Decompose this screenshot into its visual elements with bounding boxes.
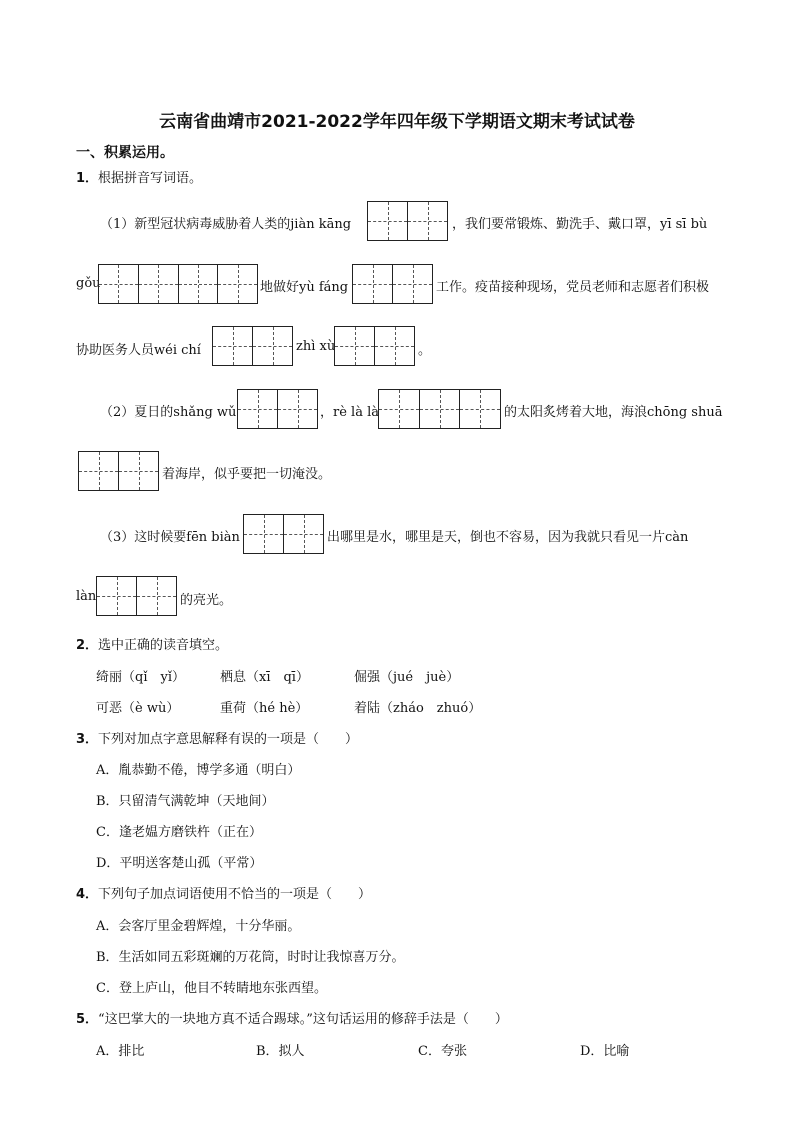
answer-box-zhi-xu[interactable] bbox=[334, 326, 415, 366]
q1-part1-text-a: （1）新型冠状病毒威胁着人类的jiàn kāng bbox=[100, 217, 352, 232]
answer-box-yi-si-bu-gou[interactable] bbox=[98, 264, 258, 304]
question-3 bbox=[76, 728, 358, 747]
q4-option-b[interactable]: B．生活如同五彩斑斓的万花筒，时时让我惊喜万分。 bbox=[96, 950, 405, 965]
question-number: 4． bbox=[76, 887, 99, 902]
q1-part2-text-c: 的太阳炙烤着大地，海浪chōng shuā bbox=[504, 405, 723, 420]
q1-part1-text-e: 工作。疫苗接种现场，党员老师和志愿者们积极 bbox=[436, 280, 710, 295]
character-cell[interactable] bbox=[368, 202, 408, 240]
answer-box-yu-fang[interactable] bbox=[352, 264, 433, 304]
pinyin-choice-qixi[interactable]: 栖息（xī qī） bbox=[220, 670, 309, 685]
pinyin-choice-juejiang[interactable]: 倔强（jué juè） bbox=[354, 670, 460, 685]
character-cell[interactable] bbox=[278, 390, 317, 428]
q1-part3-text-a: （3）这时候要fēn biàn bbox=[100, 530, 240, 545]
pinyin-choice-kewu[interactable]: 可恶（è wù） bbox=[96, 701, 180, 716]
answer-box-chong-shua[interactable] bbox=[78, 451, 159, 491]
character-cell[interactable] bbox=[179, 265, 219, 303]
q1-part1-text-g: zhì xù bbox=[296, 339, 336, 354]
exam-title: 云南省曲靖市2021-2022学年四年级下学期语文期末考试试卷 bbox=[159, 112, 635, 132]
character-cell[interactable] bbox=[218, 265, 257, 303]
character-cell[interactable] bbox=[244, 515, 284, 553]
q1-part1-text-c: gǒu bbox=[76, 276, 101, 291]
question-number: 3． bbox=[76, 732, 99, 747]
pinyin-choice-zhaolu[interactable]: 着陆（zháo zhuó） bbox=[354, 701, 482, 716]
answer-box-fen-bian[interactable] bbox=[243, 514, 324, 554]
question-text: 下列句子加点词语使用不恰当的一项是（ ） bbox=[98, 887, 372, 902]
q3-option-a[interactable]: A．胤恭勤不倦，博学多通（明白） bbox=[96, 763, 301, 778]
answer-box-jian-kang[interactable] bbox=[367, 201, 448, 241]
q5-option-a[interactable]: A．排比 bbox=[96, 1044, 145, 1059]
q5-option-c[interactable]: C．夸张 bbox=[418, 1044, 467, 1059]
q1-part3-text-d: 的亮光。 bbox=[180, 593, 233, 608]
question-4 bbox=[76, 883, 371, 902]
character-cell[interactable] bbox=[253, 327, 292, 365]
q5-option-b[interactable]: B．拟人 bbox=[256, 1044, 305, 1059]
q1-part2-text-d: 着海岸，似乎要把一切淹没。 bbox=[162, 467, 332, 482]
character-cell[interactable] bbox=[375, 327, 414, 365]
q1-part1-text-h: 。 bbox=[418, 343, 432, 358]
q1-part2-text-a: （2）夏日的shǎng wǔ bbox=[100, 405, 237, 420]
question-text: 根据拼音写词语。 bbox=[98, 171, 203, 186]
q5-option-d[interactable]: D．比喻 bbox=[580, 1044, 630, 1059]
question-text: “这巴掌大的一块地方真不适合踢球。”这句话运用的修辞手法是（ ） bbox=[98, 1012, 508, 1027]
q3-option-d[interactable]: D．平明送客楚山孤（平常） bbox=[96, 856, 263, 871]
q3-option-c[interactable]: C．逢老媪方磨铁杵（正在） bbox=[96, 825, 262, 840]
question-2 bbox=[76, 634, 228, 653]
question-1 bbox=[76, 167, 202, 186]
q1-part3-text-c: làn bbox=[76, 589, 97, 604]
q1-part2-text-b: ，rè là là bbox=[320, 405, 379, 420]
character-cell[interactable] bbox=[408, 202, 447, 240]
question-text: 下列对加点字意思解释有误的一项是（ ） bbox=[98, 732, 359, 747]
question-number: 1． bbox=[76, 171, 99, 186]
character-cell[interactable] bbox=[137, 577, 176, 615]
character-cell[interactable] bbox=[99, 265, 139, 303]
character-cell[interactable] bbox=[238, 390, 278, 428]
question-text: 选中正确的读音填空。 bbox=[98, 638, 229, 653]
question-5 bbox=[76, 1008, 508, 1027]
question-number: 5． bbox=[76, 1012, 99, 1027]
character-cell[interactable] bbox=[213, 327, 253, 365]
answer-box-can-lan[interactable] bbox=[96, 576, 177, 616]
character-cell[interactable] bbox=[393, 265, 432, 303]
character-cell[interactable] bbox=[420, 390, 461, 428]
question-number: 2． bbox=[76, 638, 99, 653]
q3-option-b[interactable]: B．只留清气满乾坤（天地间） bbox=[96, 794, 275, 809]
character-cell[interactable] bbox=[353, 265, 393, 303]
character-cell[interactable] bbox=[79, 452, 119, 490]
q1-part1-text-b: ，我们要常锻炼、勤洗手、戴口罩，yī sī bù bbox=[452, 217, 708, 232]
q4-option-a[interactable]: A．会客厅里金碧辉煌，十分华丽。 bbox=[96, 919, 301, 934]
character-cell[interactable] bbox=[139, 265, 179, 303]
section-heading: 一、积累运用。 bbox=[76, 145, 174, 161]
character-cell[interactable] bbox=[460, 390, 500, 428]
character-cell[interactable] bbox=[97, 577, 137, 615]
q1-part1-text-d: 地做好yù fáng bbox=[260, 280, 349, 295]
answer-box-re-la-la[interactable] bbox=[378, 389, 501, 429]
character-cell[interactable] bbox=[335, 327, 375, 365]
pinyin-choice-qili[interactable]: 绮丽（qǐ yǐ） bbox=[96, 670, 185, 685]
q4-option-c[interactable]: C．登上庐山，他目不转睛地东张西望。 bbox=[96, 981, 327, 996]
answer-box-wei-chi[interactable] bbox=[212, 326, 293, 366]
pinyin-choice-zhonghe[interactable]: 重荷（hé hè） bbox=[220, 701, 309, 716]
character-cell[interactable] bbox=[119, 452, 158, 490]
q1-part3-text-b: 出哪里是水，哪里是天，倒也不容易，因为我就只看见一片càn bbox=[327, 530, 689, 545]
character-cell[interactable] bbox=[284, 515, 323, 553]
character-cell[interactable] bbox=[379, 390, 420, 428]
answer-box-shang-wu[interactable] bbox=[237, 389, 318, 429]
q1-part1-text-f: 协助医务人员wéi chí bbox=[76, 343, 201, 358]
